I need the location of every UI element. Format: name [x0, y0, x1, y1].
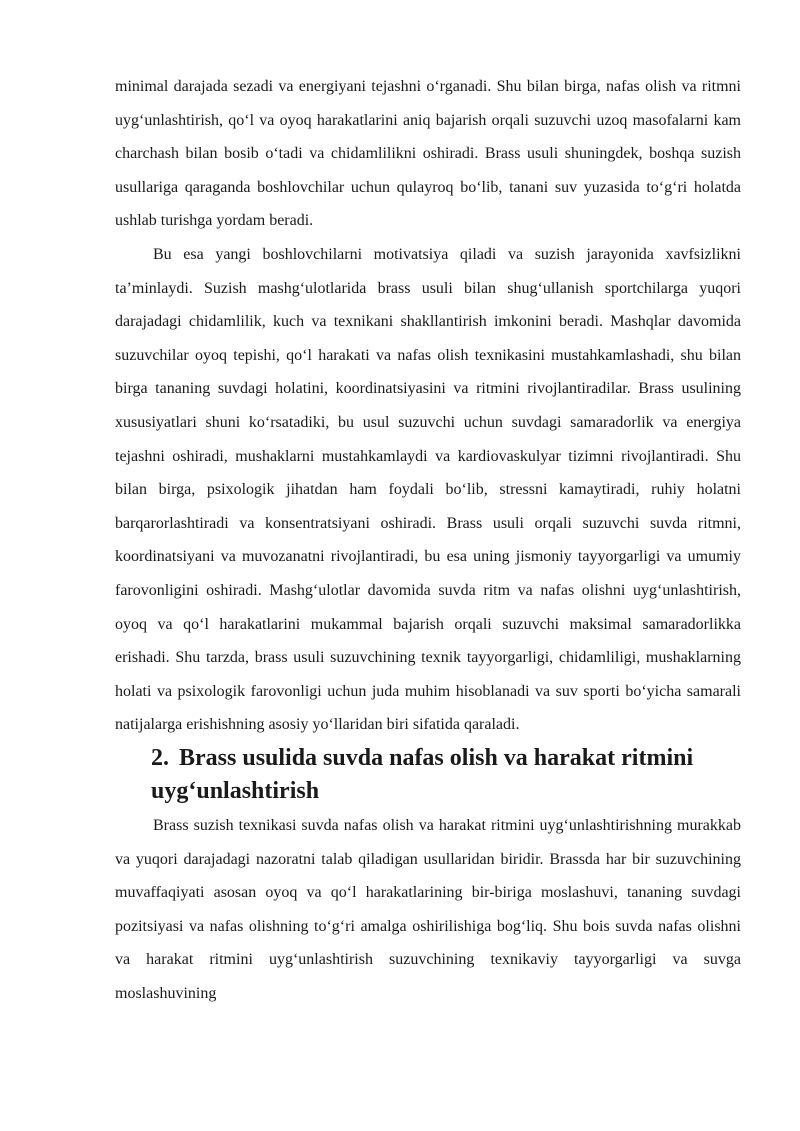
document-page [115, 70, 741, 1011]
paragraph-breathing-rhythm: Brass suzish texnikasi suvda nafas olish va harakat ritmini uyg‘unlashtirishning murakkab va yuqori darajadagi nazoratni talab qiladigan usullaridan biridir. Brassda har bir suzuvchining muvaffaqiyati asosan oyoq va qo‘l harakatlarining bir-biriga moslashuvi, tananing suvdagi pozitsiyasi va nafas olishning to‘g‘ri amalga oshirilishiga bog‘liq. Shu bois suvda nafas olishni va harakat ritmini uyg‘unlashtirish suzuvchining texnikaviy tayyorgarligi va suvga moslashuvining [115, 817, 741, 1003]
section-heading [115, 742, 741, 809]
paragraph-brass-benefits: Bu esa yangi boshlovchilarni motivatsiya qiladi va suzish jarayonida xavfsizlikni ta’minlaydi. Suzish mashg‘ulotlarida brass usuli bilan shug‘ullanish sportchilarga yuqori darajadagi chidamlilik, kuch va texnikani shakllantirish imkonini beradi. Mashqlar davomida suzuvchilar oyoq tepishi, qo‘l harakati va nafas olish texnikasini mustahkamlashadi, shu bilan birga tananing suvdagi holatini, koordinatsiyasini va ritmini rivojlantiradilar. Brass usulining xususiyatlari shuni ko‘rsatadiki, bu usul suzuvchi uchun suvdagi samaradorlik va energiya tejashni oshiradi, mushaklarni mustahkamlaydi va kardiovaskulyar tizimni rivojlantiradi. Shu bilan birga, psixologik jihatdan ham foydali bo‘lib, stressni kamaytiradi, ruhiy holatni barqarorlashtiradi va konsentratsiyani oshiradi. Brass usuli orqali suzuvchi suvda ritmni, koordinatsiyani va muvozanatni rivojlantiradi, bu esa uning jismoniy tayyorgarligi va umumiy farovonligini oshiradi. Mashg‘ulotlar davomida suvda ritm va nafas olishni uyg‘unlashtirish, oyoq va qo‘l harakatlarini mukammal bajarish orqali suzuvchi maksimal samaradorlikka erishadi. Shu tarzda, brass usuli suzuvchining texnik tayyorgarligi, chidamliligi, mushaklarning holati va psixologik farovonligi uchun juda muhim hisoblanadi va suv sporti bo‘yicha samarali natijalarga erishishning asosiy yo‘llaridan biri sifatida qaraladi. [115, 245, 741, 734]
paragraph-continuation: minimal darajada sezadi va energiyani tejashni o‘rganadi. Shu bilan birga, nafas olish va ritmni uyg‘unlashtirish, qo‘l va oyoq harakatlarini aniq bajarish orqali suzuvchi uzoq masofalarni kam charchash bilan bosib o‘tadi va chidamlilikni oshiradi. Brass usuli shuningdek, boshqa suzish usullariga qaraganda boshlovchilar uchun qulayroq bo‘lib, tanani suv yuzasida to‘g‘ri holatda ushlab turishga yordam beradi. [115, 78, 741, 230]
section-title: Brass usulida suvda nafas olish va harakat ritmini uyg‘unlashtirish [151, 744, 694, 805]
section-number: 2. [151, 744, 169, 771]
